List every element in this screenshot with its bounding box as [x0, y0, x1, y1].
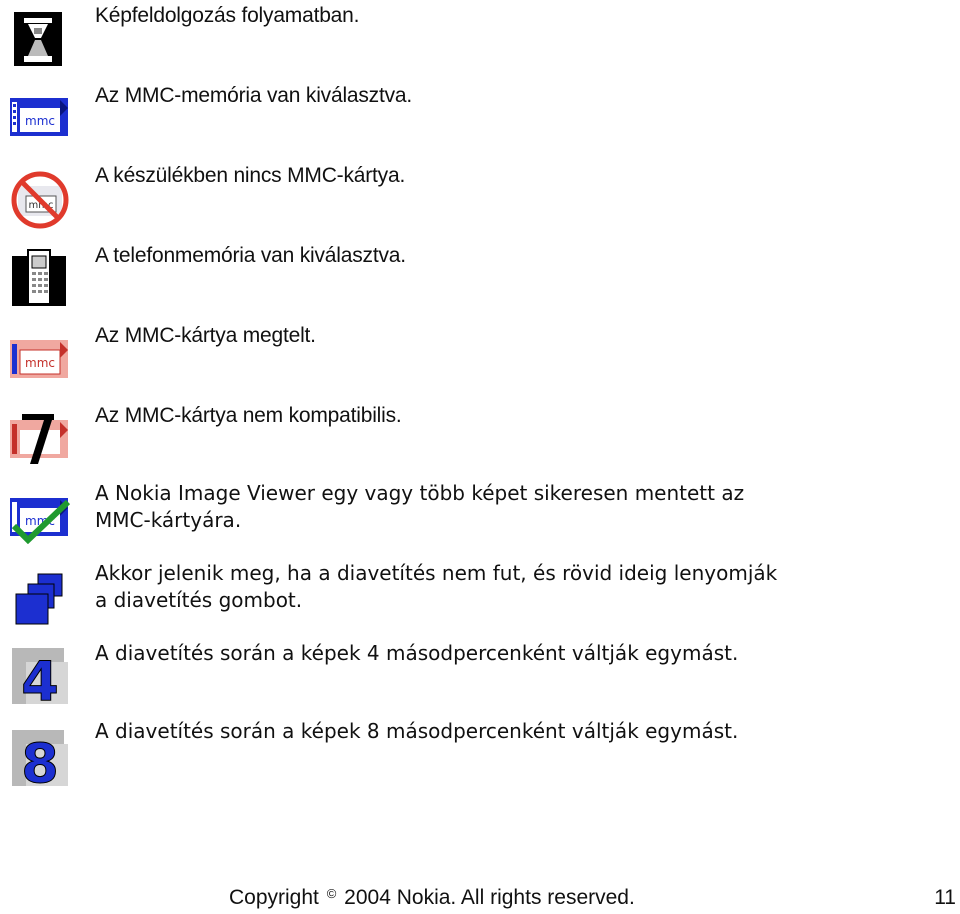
mmc-full-icon	[8, 338, 72, 382]
legend-text: A Nokia Image Viewer egy vagy több képet sikeresen mentett az MMC-kártyára.	[95, 481, 745, 532]
copyright-rest: 2004 Nokia. All rights reserved.	[344, 886, 635, 909]
mmc-saved-check-icon	[8, 494, 72, 544]
legend-text: Akkor jelenik meg, ha a diavetítés nem fut, és rövid ideig lenyomják a diavetítés gombot.	[95, 561, 778, 612]
legend-text: Az MMC-kártya nem kompatibilis.	[95, 404, 402, 427]
mmc-incompatible-icon	[8, 410, 72, 464]
page-number: 11	[934, 886, 956, 909]
legend-text: A diavetítés során a képek 8 másodpercenként váltják egymást.	[95, 719, 739, 743]
card-label: mmc	[28, 200, 54, 211]
legend-text: Az MMC-kártya megtelt.	[95, 324, 316, 347]
copyright-symbol: ©	[326, 886, 337, 901]
legend-text: A telefonmemória van kiválasztva.	[95, 244, 406, 267]
digit-four: 4	[21, 650, 59, 708]
phone-memory-icon	[8, 246, 72, 310]
legend-text: Az MMC-memória van kiválasztva.	[95, 84, 413, 107]
legend-text: A készülékben nincs MMC-kártya.	[95, 164, 406, 187]
slideshow-icon	[8, 570, 72, 630]
mmc-card-icon	[8, 96, 72, 140]
hourglass-icon	[8, 4, 72, 68]
legend-text: Képfeldolgozás folyamatban.	[95, 4, 360, 27]
legend-text: A diavetítés során a képek 4 másodpercenként váltják egymást.	[95, 641, 739, 665]
slideshow-4-seconds-icon	[8, 644, 72, 708]
digit-eight: 8	[21, 732, 59, 790]
card-label: mmc	[25, 514, 55, 528]
no-mmc-card-icon	[8, 170, 72, 230]
copyright-word: Copyright	[229, 886, 319, 909]
slideshow-8-seconds-icon	[8, 726, 72, 790]
card-label: mmc	[25, 114, 55, 128]
card-label: mmc	[25, 356, 55, 370]
copyright-footer	[229, 886, 635, 910]
